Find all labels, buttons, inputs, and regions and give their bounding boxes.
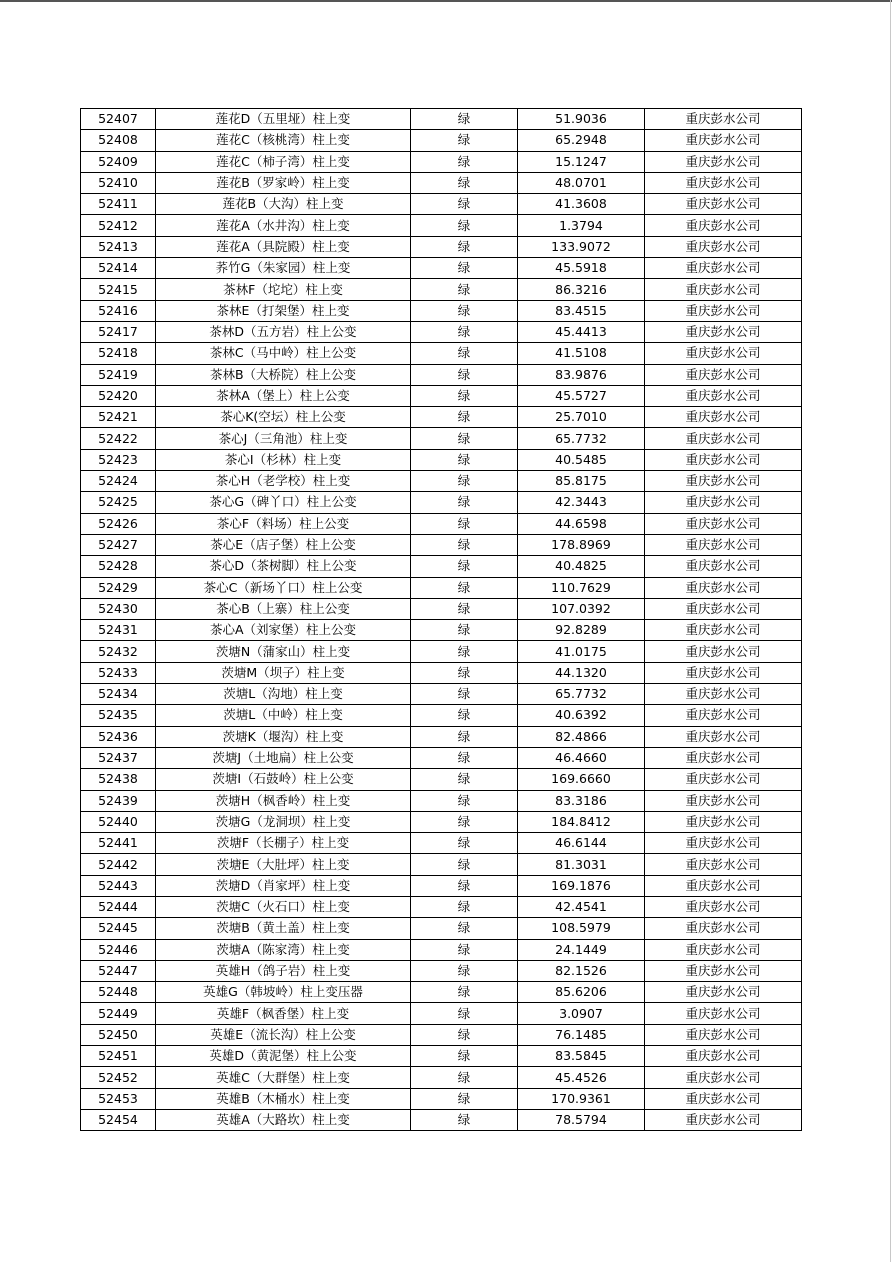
- cell-value: 40.4825: [518, 556, 645, 577]
- cell-name: 茶林C（马中岭）柱上公变: [156, 343, 411, 364]
- cell-company: 重庆彭水公司: [645, 769, 802, 790]
- cell-company: 重庆彭水公司: [645, 279, 802, 300]
- cell-id: 52428: [81, 556, 156, 577]
- cell-color: 绿: [411, 1109, 518, 1130]
- cell-name: 茶林A（堡上）柱上公变: [156, 385, 411, 406]
- cell-value: 45.5727: [518, 385, 645, 406]
- cell-company: 重庆彭水公司: [645, 1003, 802, 1024]
- cell-name: 茶林D（五方岩）柱上公变: [156, 321, 411, 342]
- cell-name: 莲花B（罗家岭）柱上变: [156, 172, 411, 193]
- cell-name: 英雄H（鸽子岩）柱上变: [156, 960, 411, 981]
- cell-color: 绿: [411, 279, 518, 300]
- cell-company: 重庆彭水公司: [645, 428, 802, 449]
- table-row: [81, 1109, 802, 1130]
- cell-id: 52422: [81, 428, 156, 449]
- cell-value: 44.1320: [518, 662, 645, 683]
- cell-color: 绿: [411, 960, 518, 981]
- cell-name: 莲花D（五里垭）柱上变: [156, 109, 411, 130]
- cell-value: 82.4866: [518, 726, 645, 747]
- cell-color: 绿: [411, 258, 518, 279]
- cell-value: 15.1247: [518, 151, 645, 172]
- table-row: [81, 577, 802, 598]
- cell-name: 茨塘L（沟地）柱上变: [156, 684, 411, 705]
- cell-id: 52445: [81, 918, 156, 939]
- cell-company: 重庆彭水公司: [645, 598, 802, 619]
- cell-color: 绿: [411, 662, 518, 683]
- cell-id: 52408: [81, 130, 156, 151]
- cell-company: 重庆彭水公司: [645, 790, 802, 811]
- cell-company: 重庆彭水公司: [645, 960, 802, 981]
- cell-name: 英雄A（大路坎）柱上变: [156, 1109, 411, 1130]
- cell-id: 52413: [81, 236, 156, 257]
- table-row: [81, 449, 802, 470]
- cell-id: 52419: [81, 364, 156, 385]
- cell-company: 重庆彭水公司: [645, 939, 802, 960]
- cell-color: 绿: [411, 875, 518, 896]
- table-row: [81, 598, 802, 619]
- cell-value: 83.5845: [518, 1046, 645, 1067]
- cell-color: 绿: [411, 449, 518, 470]
- cell-color: 绿: [411, 109, 518, 130]
- cell-company: 重庆彭水公司: [645, 1088, 802, 1109]
- table-row: [81, 790, 802, 811]
- cell-name: 莲花A（水井沟）柱上变: [156, 215, 411, 236]
- cell-id: 52412: [81, 215, 156, 236]
- cell-color: 绿: [411, 790, 518, 811]
- cell-id: 52423: [81, 449, 156, 470]
- cell-id: 52448: [81, 982, 156, 1003]
- cell-color: 绿: [411, 982, 518, 1003]
- cell-color: 绿: [411, 428, 518, 449]
- cell-name: 茨塘A（陈家湾）柱上变: [156, 939, 411, 960]
- cell-id: 52446: [81, 939, 156, 960]
- table-row: [81, 364, 802, 385]
- cell-id: 52447: [81, 960, 156, 981]
- cell-name: 茶心A（刘家堡）柱上公变: [156, 620, 411, 641]
- cell-value: 86.3216: [518, 279, 645, 300]
- table-row: [81, 407, 802, 428]
- cell-color: 绿: [411, 236, 518, 257]
- cell-color: 绿: [411, 641, 518, 662]
- cell-color: 绿: [411, 300, 518, 321]
- cell-color: 绿: [411, 854, 518, 875]
- cell-company: 重庆彭水公司: [645, 641, 802, 662]
- cell-name: 茶心G（碑丫口）柱上公变: [156, 492, 411, 513]
- cell-value: 82.1526: [518, 960, 645, 981]
- cell-id: 52454: [81, 1109, 156, 1130]
- cell-color: 绿: [411, 492, 518, 513]
- cell-color: 绿: [411, 1067, 518, 1088]
- cell-id: 52416: [81, 300, 156, 321]
- table-row: [81, 343, 802, 364]
- cell-value: 83.3186: [518, 790, 645, 811]
- cell-color: 绿: [411, 407, 518, 428]
- cell-value: 65.7732: [518, 428, 645, 449]
- cell-name: 茶心J（三角池）柱上变: [156, 428, 411, 449]
- cell-id: 52424: [81, 471, 156, 492]
- cell-value: 108.5979: [518, 918, 645, 939]
- cell-value: 45.4413: [518, 321, 645, 342]
- cell-color: 绿: [411, 598, 518, 619]
- cell-value: 110.7629: [518, 577, 645, 598]
- cell-name: 茨塘F（长棚子）柱上变: [156, 833, 411, 854]
- cell-value: 85.8175: [518, 471, 645, 492]
- cell-name: 茨塘G（龙洞坝）柱上变: [156, 811, 411, 832]
- cell-color: 绿: [411, 215, 518, 236]
- cell-id: 52411: [81, 194, 156, 215]
- cell-company: 重庆彭水公司: [645, 151, 802, 172]
- cell-color: 绿: [411, 471, 518, 492]
- cell-color: 绿: [411, 321, 518, 342]
- cell-value: 133.9072: [518, 236, 645, 257]
- cell-color: 绿: [411, 747, 518, 768]
- cell-name: 茨塘C（火石口）柱上变: [156, 896, 411, 917]
- cell-company: 重庆彭水公司: [645, 109, 802, 130]
- cell-color: 绿: [411, 385, 518, 406]
- cell-color: 绿: [411, 726, 518, 747]
- cell-id: 52430: [81, 598, 156, 619]
- cell-company: 重庆彭水公司: [645, 1067, 802, 1088]
- cell-color: 绿: [411, 1088, 518, 1109]
- cell-name: 茨塘J（土地扁）柱上公变: [156, 747, 411, 768]
- cell-company: 重庆彭水公司: [645, 258, 802, 279]
- table-row: [81, 215, 802, 236]
- cell-id: 52442: [81, 854, 156, 875]
- cell-id: 52410: [81, 172, 156, 193]
- cell-color: 绿: [411, 194, 518, 215]
- cell-company: 重庆彭水公司: [645, 556, 802, 577]
- cell-company: 重庆彭水公司: [645, 513, 802, 534]
- cell-value: 83.9876: [518, 364, 645, 385]
- cell-name: 莲花B（大沟）柱上变: [156, 194, 411, 215]
- cell-name: 茨塘B（黄土盖）柱上变: [156, 918, 411, 939]
- table-row: [81, 960, 802, 981]
- cell-value: 169.1876: [518, 875, 645, 896]
- cell-company: 重庆彭水公司: [645, 385, 802, 406]
- table-body: [81, 109, 802, 1131]
- table-row: [81, 385, 802, 406]
- cell-value: 42.4541: [518, 896, 645, 917]
- cell-color: 绿: [411, 1046, 518, 1067]
- cell-name: 茨塘M（坝子）柱上变: [156, 662, 411, 683]
- cell-id: 52414: [81, 258, 156, 279]
- cell-color: 绿: [411, 833, 518, 854]
- table-row: [81, 471, 802, 492]
- table-row: [81, 1067, 802, 1088]
- table-row: [81, 896, 802, 917]
- cell-id: 52450: [81, 1024, 156, 1045]
- cell-company: 重庆彭水公司: [645, 1046, 802, 1067]
- cell-name: 莲花C（柿子湾）柱上变: [156, 151, 411, 172]
- table-row: [81, 1024, 802, 1045]
- cell-value: 107.0392: [518, 598, 645, 619]
- cell-company: 重庆彭水公司: [645, 918, 802, 939]
- table-row: [81, 620, 802, 641]
- table-row: [81, 300, 802, 321]
- cell-company: 重庆彭水公司: [645, 236, 802, 257]
- cell-value: 65.7732: [518, 684, 645, 705]
- cell-id: 52434: [81, 684, 156, 705]
- cell-color: 绿: [411, 896, 518, 917]
- cell-company: 重庆彭水公司: [645, 407, 802, 428]
- table-row: [81, 556, 802, 577]
- cell-id: 52439: [81, 790, 156, 811]
- cell-name: 英雄D（黄泥堡）柱上公变: [156, 1046, 411, 1067]
- cell-company: 重庆彭水公司: [645, 471, 802, 492]
- cell-id: 52443: [81, 875, 156, 896]
- table-row: [81, 513, 802, 534]
- table-row: [81, 1046, 802, 1067]
- cell-color: 绿: [411, 577, 518, 598]
- cell-color: 绿: [411, 918, 518, 939]
- cell-value: 170.9361: [518, 1088, 645, 1109]
- table-row: [81, 641, 802, 662]
- cell-name: 英雄C（大群堡）柱上变: [156, 1067, 411, 1088]
- cell-id: 52426: [81, 513, 156, 534]
- cell-id: 52421: [81, 407, 156, 428]
- cell-company: 重庆彭水公司: [645, 620, 802, 641]
- table-row: [81, 279, 802, 300]
- cell-id: 52452: [81, 1067, 156, 1088]
- table-row: [81, 258, 802, 279]
- cell-value: 41.3608: [518, 194, 645, 215]
- table-row: [81, 321, 802, 342]
- table-row: [81, 492, 802, 513]
- cell-color: 绿: [411, 151, 518, 172]
- cell-color: 绿: [411, 1024, 518, 1045]
- cell-id: 52438: [81, 769, 156, 790]
- cell-company: 重庆彭水公司: [645, 343, 802, 364]
- cell-name: 英雄E（流长沟）柱上公变: [156, 1024, 411, 1045]
- table-row: [81, 833, 802, 854]
- cell-value: 1.3794: [518, 215, 645, 236]
- table-row: [81, 662, 802, 683]
- cell-name: 茨塘K（堰沟）柱上变: [156, 726, 411, 747]
- cell-name: 莲花C（核桃湾）柱上变: [156, 130, 411, 151]
- cell-id: 52433: [81, 662, 156, 683]
- cell-color: 绿: [411, 130, 518, 151]
- cell-color: 绿: [411, 343, 518, 364]
- cell-name: 茨塘D（肖家坪）柱上变: [156, 875, 411, 896]
- cell-color: 绿: [411, 811, 518, 832]
- table-row: [81, 1003, 802, 1024]
- cell-value: 41.5108: [518, 343, 645, 364]
- cell-company: 重庆彭水公司: [645, 364, 802, 385]
- table-row: [81, 109, 802, 130]
- cell-value: 3.0907: [518, 1003, 645, 1024]
- cell-value: 25.7010: [518, 407, 645, 428]
- cell-name: 茶心I（杉林）柱上变: [156, 449, 411, 470]
- cell-value: 51.9036: [518, 109, 645, 130]
- cell-company: 重庆彭水公司: [645, 321, 802, 342]
- cell-color: 绿: [411, 939, 518, 960]
- cell-id: 52409: [81, 151, 156, 172]
- cell-name: 荞竹G（朱家园）柱上变: [156, 258, 411, 279]
- cell-value: 81.3031: [518, 854, 645, 875]
- cell-color: 绿: [411, 172, 518, 193]
- page-top-border: [0, 0, 892, 2]
- cell-company: 重庆彭水公司: [645, 896, 802, 917]
- cell-value: 46.6144: [518, 833, 645, 854]
- cell-name: 茶林B（大桥院）柱上公变: [156, 364, 411, 385]
- cell-color: 绿: [411, 684, 518, 705]
- cell-company: 重庆彭水公司: [645, 811, 802, 832]
- cell-id: 52440: [81, 811, 156, 832]
- cell-company: 重庆彭水公司: [645, 300, 802, 321]
- cell-id: 52425: [81, 492, 156, 513]
- cell-name: 茶林E（打架堡）柱上变: [156, 300, 411, 321]
- cell-name: 茨塘N（蒲家山）柱上变: [156, 641, 411, 662]
- cell-color: 绿: [411, 705, 518, 726]
- cell-name: 英雄G（韩坡岭）柱上变压器: [156, 982, 411, 1003]
- table-row: [81, 428, 802, 449]
- cell-id: 52417: [81, 321, 156, 342]
- cell-value: 85.6206: [518, 982, 645, 1003]
- cell-value: 44.6598: [518, 513, 645, 534]
- cell-color: 绿: [411, 556, 518, 577]
- cell-name: 茨塘L（中岭）柱上变: [156, 705, 411, 726]
- cell-company: 重庆彭水公司: [645, 215, 802, 236]
- table-row: [81, 684, 802, 705]
- cell-value: 178.8969: [518, 534, 645, 555]
- table-row: [81, 939, 802, 960]
- cell-color: 绿: [411, 534, 518, 555]
- cell-company: 重庆彭水公司: [645, 172, 802, 193]
- cell-company: 重庆彭水公司: [645, 577, 802, 598]
- table-row: [81, 130, 802, 151]
- table-row: [81, 854, 802, 875]
- cell-value: 65.2948: [518, 130, 645, 151]
- cell-company: 重庆彭水公司: [645, 130, 802, 151]
- cell-name: 茶心E（店子堡）柱上公变: [156, 534, 411, 555]
- transformer-table: [80, 108, 802, 1131]
- cell-name: 茨塘I（石鼓岭）柱上公变: [156, 769, 411, 790]
- table-row: [81, 747, 802, 768]
- cell-company: 重庆彭水公司: [645, 194, 802, 215]
- cell-color: 绿: [411, 513, 518, 534]
- cell-id: 52444: [81, 896, 156, 917]
- table-row: [81, 151, 802, 172]
- cell-name: 茶心B（上寨）柱上公变: [156, 598, 411, 619]
- cell-id: 52453: [81, 1088, 156, 1109]
- cell-value: 40.6392: [518, 705, 645, 726]
- cell-id: 52415: [81, 279, 156, 300]
- table-row: [81, 811, 802, 832]
- table-row: [81, 769, 802, 790]
- cell-company: 重庆彭水公司: [645, 534, 802, 555]
- cell-id: 52427: [81, 534, 156, 555]
- cell-company: 重庆彭水公司: [645, 833, 802, 854]
- cell-color: 绿: [411, 620, 518, 641]
- cell-value: 45.5918: [518, 258, 645, 279]
- table-row: [81, 726, 802, 747]
- cell-color: 绿: [411, 1003, 518, 1024]
- cell-value: 40.5485: [518, 449, 645, 470]
- cell-value: 169.6660: [518, 769, 645, 790]
- table-row: [81, 172, 802, 193]
- table-row: [81, 982, 802, 1003]
- cell-name: 茨塘H（枫香岭）柱上变: [156, 790, 411, 811]
- cell-name: 茨塘E（大肚坪）柱上变: [156, 854, 411, 875]
- cell-company: 重庆彭水公司: [645, 705, 802, 726]
- table-row: [81, 1088, 802, 1109]
- cell-company: 重庆彭水公司: [645, 684, 802, 705]
- cell-id: 52436: [81, 726, 156, 747]
- cell-company: 重庆彭水公司: [645, 747, 802, 768]
- cell-value: 46.4660: [518, 747, 645, 768]
- cell-company: 重庆彭水公司: [645, 662, 802, 683]
- table-row: [81, 918, 802, 939]
- table-row: [81, 705, 802, 726]
- table-row: [81, 875, 802, 896]
- cell-company: 重庆彭水公司: [645, 875, 802, 896]
- cell-id: 52407: [81, 109, 156, 130]
- cell-name: 英雄F（枫香堡）柱上变: [156, 1003, 411, 1024]
- cell-id: 52437: [81, 747, 156, 768]
- cell-value: 76.1485: [518, 1024, 645, 1045]
- cell-name: 莲花A（具院殿）柱上变: [156, 236, 411, 257]
- cell-id: 52420: [81, 385, 156, 406]
- cell-value: 78.5794: [518, 1109, 645, 1130]
- cell-value: 48.0701: [518, 172, 645, 193]
- cell-company: 重庆彭水公司: [645, 1024, 802, 1045]
- cell-id: 52432: [81, 641, 156, 662]
- cell-name: 茶林F（坨坨）柱上变: [156, 279, 411, 300]
- cell-value: 45.4526: [518, 1067, 645, 1088]
- cell-company: 重庆彭水公司: [645, 492, 802, 513]
- cell-name: 英雄B（木桶水）柱上变: [156, 1088, 411, 1109]
- cell-name: 茶心H（老学校）柱上变: [156, 471, 411, 492]
- cell-id: 52431: [81, 620, 156, 641]
- cell-company: 重庆彭水公司: [645, 449, 802, 470]
- cell-name: 茶心K(空坛）柱上公变: [156, 407, 411, 428]
- page-right-border: [890, 0, 891, 1262]
- table-row: [81, 236, 802, 257]
- cell-company: 重庆彭水公司: [645, 1109, 802, 1130]
- cell-value: 184.8412: [518, 811, 645, 832]
- cell-color: 绿: [411, 769, 518, 790]
- cell-name: 茶心F（料场）柱上公变: [156, 513, 411, 534]
- cell-value: 83.4515: [518, 300, 645, 321]
- cell-company: 重庆彭水公司: [645, 982, 802, 1003]
- cell-id: 52449: [81, 1003, 156, 1024]
- cell-id: 52429: [81, 577, 156, 598]
- cell-value: 24.1449: [518, 939, 645, 960]
- cell-company: 重庆彭水公司: [645, 726, 802, 747]
- cell-value: 42.3443: [518, 492, 645, 513]
- cell-id: 52441: [81, 833, 156, 854]
- cell-company: 重庆彭水公司: [645, 854, 802, 875]
- cell-name: 茶心C（新场丫口）柱上公变: [156, 577, 411, 598]
- table-row: [81, 534, 802, 555]
- cell-id: 52451: [81, 1046, 156, 1067]
- table-row: [81, 194, 802, 215]
- cell-id: 52435: [81, 705, 156, 726]
- cell-id: 52418: [81, 343, 156, 364]
- cell-value: 92.8289: [518, 620, 645, 641]
- cell-color: 绿: [411, 364, 518, 385]
- cell-value: 41.0175: [518, 641, 645, 662]
- cell-name: 茶心D（茶树脚）柱上公变: [156, 556, 411, 577]
